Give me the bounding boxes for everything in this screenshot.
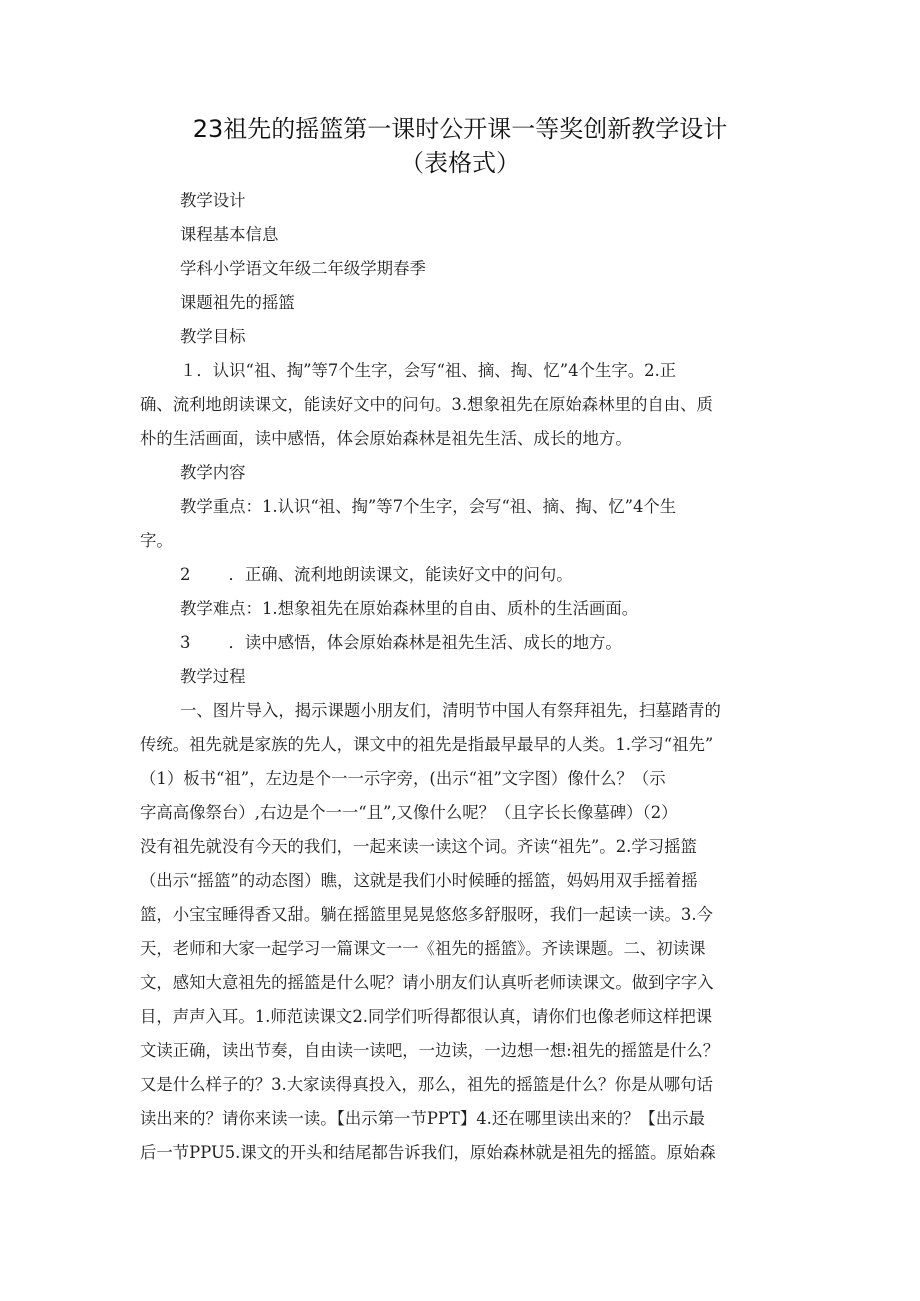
- process-line: 字高高像祭台）,右边是个一一“且”,又像什么呢？（且字长长像墓碑）（2）: [140, 803, 678, 822]
- content-item-2: [180, 564, 830, 586]
- content-item-3-text: ．读中感悟，体会原始森林是祖先生活、成长的地方。: [228, 633, 622, 652]
- content-item-3: [180, 632, 830, 654]
- process-line: 文读正确，读出节奏，自由读一读吧，一边读，一边想一想:祖先的摇篮是什么？: [140, 1041, 720, 1060]
- process-line: 篮，小宝宝睡得香又甜。躺在摇篮里晃晃悠悠多舒服呀，我们一起读一读。3.今: [140, 905, 713, 924]
- content-item-2-text: ．正确、流利地朗读课文，能读好文中的问句。: [228, 565, 573, 584]
- process-line: 天，老师和大家一起学习一篇课文一一《祖先的摇篮》。齐读课题。二、初读课: [140, 939, 706, 958]
- heading-teaching-content: 教学内容: [180, 463, 246, 482]
- content-item-3-number: 3: [180, 633, 191, 652]
- process-line: 目，声声入耳。1.师范读课文2.同学们听得都很认真，请你们也像老师这样把课: [140, 1007, 713, 1026]
- topic-line: 课题祖先的摇篮: [180, 293, 295, 312]
- process-line: 又是什么样子的？3.大家读得真投入，那么，祖先的摇篮是什么？你是从哪句话: [140, 1075, 713, 1094]
- process-line: 一、图片导入，揭示课题小朋友们，清明节中国人有祭拜祖先，扫墓踏青的: [180, 701, 721, 720]
- process-line: （出示“摇篮”的动态图）瞧，这就是我们小时候睡的摇篮，妈妈用双手摇着摇: [140, 871, 698, 890]
- difficulty-line: 教学难点：1.想象祖先在原始森林里的自由、质朴的生活画面。: [180, 599, 639, 618]
- process-line: 没有祖先就没有今天的我们，一起来读一读这个词。齐读“祖先”。2.学习摇篮: [140, 837, 697, 856]
- key-points-line: 字。: [140, 531, 173, 550]
- process-line: （1）板书“祖”，左边是个一一示字旁，(出示“祖”文字图）像什么？（示: [140, 769, 666, 788]
- key-points-line: 教学重点：1.认识“祖、掏”等7个生字，会写“祖、摘、掏、忆”4个生: [180, 497, 677, 516]
- goals-line: 确、流利地朗读课文，能读好文中的问句。3.想象祖先在原始森林里的自由、质: [140, 395, 713, 414]
- process-line: 后一节PPU5.课文的开头和结尾都告诉我们，原始森林就是祖先的摇篮。原始森: [140, 1143, 716, 1162]
- heading-teaching-design: 教学设计: [180, 191, 246, 210]
- heading-teaching-process: 教学过程: [180, 667, 246, 686]
- process-line: 读出来的？请你来读一读。【出示第一节PPT】4.还在哪里读出来的？【出示最: [140, 1109, 705, 1128]
- content-item-2-number: 2: [180, 565, 191, 584]
- process-line: 传统。祖先就是家族的先人，课文中的祖先是指最早最早的人类。1.学习“祖先”: [140, 735, 714, 754]
- document-title-line-2: （表格式）: [400, 149, 520, 177]
- document-title-line-1: 23祖先的摇篮第一课时公开课一等奖创新教学设计: [192, 115, 728, 143]
- process-line: 文，感知大意祖先的摇篮是什么呢？请小朋友们认真听老师读课文。做到字字入: [140, 973, 714, 992]
- goals-line: １．认识“祖、掏”等7个生字，会写“祖、摘、掏、忆”4个生字。2.正: [180, 361, 677, 380]
- goals-line: 朴的生活画面，读中感悟，体会原始森林是祖先生活、成长的地方。: [140, 429, 632, 448]
- subject-line: 学科小学语文年级二年级学期春季: [180, 259, 426, 278]
- heading-teaching-goals: 教学目标: [180, 327, 246, 346]
- heading-basic-info: 课程基本信息: [180, 225, 279, 244]
